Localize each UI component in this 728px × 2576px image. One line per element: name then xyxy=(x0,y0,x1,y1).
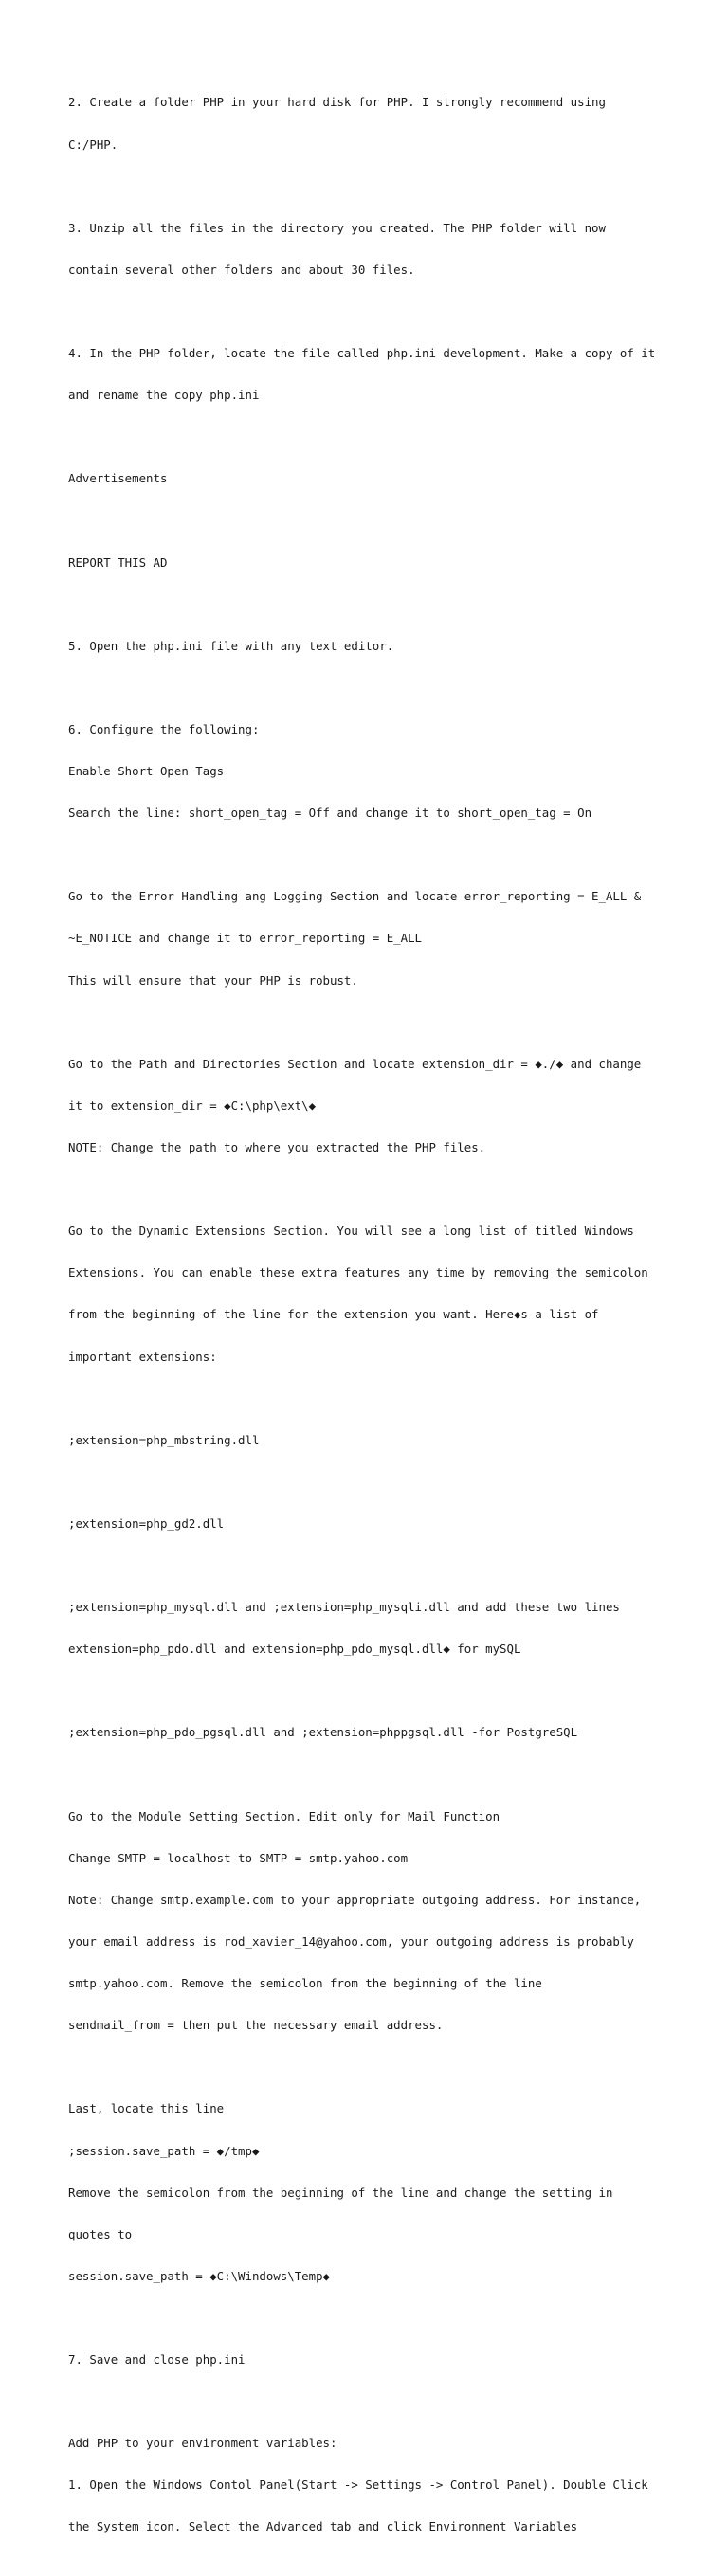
text-line: session.save_path = ◆C:\Windows\Temp◆ xyxy=(68,2268,331,2283)
text-line: Extensions. You can enable these extra features any time by removing the semicolon xyxy=(68,1265,648,1280)
text-line: ;extension=php_gd2.dll xyxy=(68,1515,225,1531)
text-line: Go to the Path and Directories Section and locate extension_dir = ◆./◆ and change xyxy=(68,1056,642,1071)
text-line: ;session.save_path = ◆/tmp◆ xyxy=(68,2143,260,2158)
text-line: Search the line: short_open_tag = Off and change it to short_open_tag = On xyxy=(68,806,592,821)
extension-pgsql xyxy=(68,1698,675,1769)
text-line: 7. Save and close php.ini xyxy=(68,2352,246,2367)
text-line: from the beginning of the line for the extension you want. Here◆s a list of xyxy=(68,1307,599,1322)
paragraph-error-handling xyxy=(68,862,675,1016)
report-ad-text xyxy=(68,528,675,598)
text-line: important extensions: xyxy=(68,1349,217,1364)
text-line: the System icon. Select the Advanced tab and click Environment Variables xyxy=(68,2519,578,2534)
text-line: quotes to xyxy=(68,2226,133,2241)
paragraph-environment-variables xyxy=(68,2409,675,2563)
text-line: 1. Open the Windows Contol Panel(Start -> Settings -> Control Panel). Double Click xyxy=(68,2477,648,2493)
paragraph-step-4 xyxy=(68,319,675,431)
text-line: 5. Open the php.ini file with any text editor. xyxy=(68,638,394,653)
text-line: Change SMTP = localhost to SMTP = smtp.yahoo.com xyxy=(68,1850,409,1865)
advertisements-label xyxy=(68,444,675,515)
extension-mysql xyxy=(68,1573,675,1685)
text-line: NOTE: Change the path to where you extracted the PHP files. xyxy=(68,1140,486,1155)
text-line: This will ensure that your PHP is robust. xyxy=(68,972,358,988)
paragraph-step-7 xyxy=(68,2326,675,2396)
text-line: 2. Create a folder PHP in your hard disk for PHP. I strongly recommend using xyxy=(68,95,606,110)
paragraph-path-directories xyxy=(68,1029,675,1183)
text-line: Add PHP to your environment variables: xyxy=(68,2436,337,2451)
text-line: ;extension=php_mbstring.dll xyxy=(68,1432,260,1447)
paragraph-step-2 xyxy=(68,68,675,180)
extension-gd2 xyxy=(68,1490,675,1560)
paragraph-step-5 xyxy=(68,611,675,681)
text-line: 6. Configure the following: xyxy=(68,721,260,736)
text-line: Last, locate this line xyxy=(68,2101,225,2116)
text-line: 3. Unzip all the files in the directory you created. The PHP folder will now xyxy=(68,220,606,235)
extension-mbstring xyxy=(68,1406,675,1476)
text-line: Go to the Error Handling ang Logging Section and locate error_reporting = E_ALL & xyxy=(68,889,642,904)
text-line: Note: Change smtp.example.com to your appropriate outgoing address. For instance, xyxy=(68,1892,642,1907)
paragraph-session-save-path xyxy=(68,2075,675,2312)
text-line: and rename the copy php.ini xyxy=(68,388,260,403)
text-line: it to extension_dir = ◆C:\php\ext\◆ xyxy=(68,1098,317,1113)
text-line: REPORT THIS AD xyxy=(68,554,168,570)
document-page xyxy=(68,68,675,2576)
text-line: Go to the Dynamic Extensions Section. You will see a long list of titled Windows xyxy=(68,1224,634,1239)
text-line: sendmail_from = then put the necessary email address. xyxy=(68,2018,444,2033)
paragraph-module-setting xyxy=(68,1782,675,2060)
text-line: ;extension=php_mysql.dll and ;extension=php_mysqli.dll and add these two lines xyxy=(68,1600,620,1615)
text-line: C:/PHP. xyxy=(68,136,118,152)
text-line: Go to the Module Setting Section. Edit only for Mail Function xyxy=(68,1808,500,1823)
paragraph-step-3 xyxy=(68,193,675,305)
text-line: 4. In the PHP folder, locate the file called php.ini-development. Make a copy of it xyxy=(68,346,656,361)
text-line: Enable Short Open Tags xyxy=(68,764,225,779)
text-line: Advertisements xyxy=(68,471,168,486)
text-line: your email address is rod_xavier_14@yahoo.com, your outgoing address is probably xyxy=(68,1934,634,1949)
text-line: contain several other folders and about 30 files. xyxy=(68,262,415,277)
text-line: ~E_NOTICE and change it to error_reporting = E_ALL xyxy=(68,931,422,946)
text-line: extension=php_pdo.dll and extension=php_pdo_mysql.dll◆ for mySQL xyxy=(68,1642,521,1657)
paragraph-step-6 xyxy=(68,696,675,849)
text-line: smtp.yahoo.com. Remove the semicolon from the beginning of the line xyxy=(68,1976,542,1991)
text-line: ;extension=php_pdo_pgsql.dll and ;extension=phppgsql.dll -for PostgreSQL xyxy=(68,1725,578,1740)
paragraph-dynamic-extensions xyxy=(68,1197,675,1392)
text-line: Remove the semicolon from the beginning of the line and change the setting in xyxy=(68,2185,613,2200)
